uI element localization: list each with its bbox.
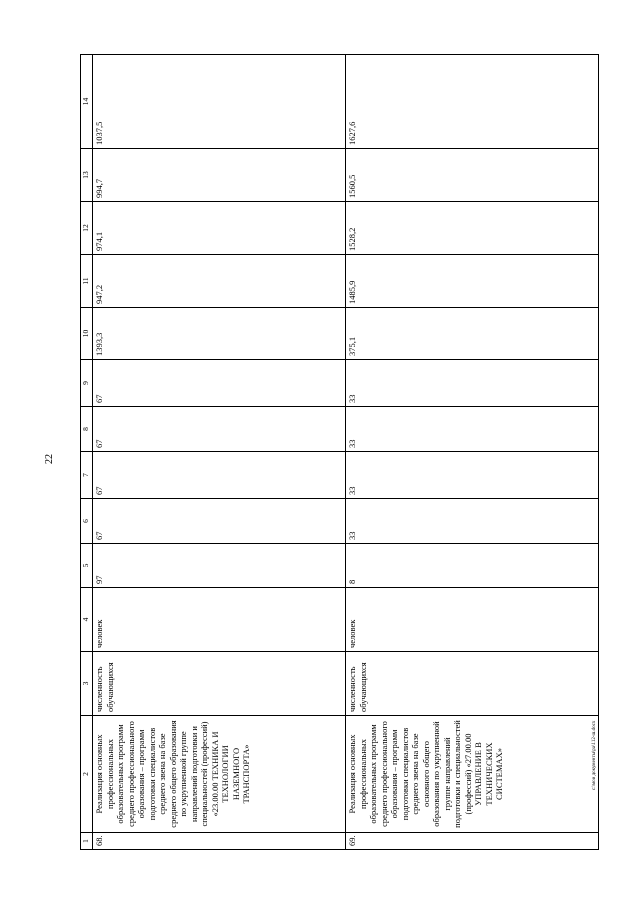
cell-value: 33 <box>346 452 599 499</box>
column-header: 3 <box>81 652 93 716</box>
rotated-table-container <box>80 55 600 850</box>
cell-value: 1485,9 <box>346 255 599 308</box>
row-description: Реализация основных профессиональных образовательных программ среднего профессионального образования – программ подготовки специалистов среднего звена на базе основного общего образования по укрупненной группе направлений подготовки и специальностей (профессий) «27.00.00 УПРАВЛЕНИЕ В ТЕХНИЧЕСКИХ СИСТЕМАХ» <box>346 716 599 833</box>
column-header: 8 <box>81 407 93 452</box>
column-header: 14 <box>81 55 93 149</box>
cell-value: 67 <box>93 499 346 544</box>
column-header: 11 <box>81 255 93 308</box>
page-number: 22 <box>44 454 55 464</box>
footer-file-path: c:\мои документы\ра\112-ш.docx <box>592 720 597 790</box>
column-header: 4 <box>81 588 93 652</box>
cell-value: 1037,5 <box>93 55 346 149</box>
cell-value: 1560,5 <box>346 149 599 202</box>
cell-value: 67 <box>93 360 346 407</box>
row-description: Реализация основных профессиональных образовательных программ среднего профессионального образования – программ подготовки специалистов среднего звена на базе среднего общего образования по укрупненной группе направлений подготовки и специальностей (профессий) «23.00.00 ТЕХНИКА И ТЕХНОЛОГИИ НАЗЕМНОГО ТРАНСПОРТА» <box>93 716 346 833</box>
cell-value: 33 <box>346 499 599 544</box>
row-indicator: численность обучающихся <box>93 652 346 716</box>
cell-value: 33 <box>346 360 599 407</box>
table-row <box>93 55 346 850</box>
column-header: 2 <box>81 716 93 833</box>
row-unit: человек <box>346 588 599 652</box>
column-header: 9 <box>81 360 93 407</box>
cell-value: 1528,2 <box>346 202 599 255</box>
cell-value: 97 <box>93 544 346 588</box>
column-header: 5 <box>81 544 93 588</box>
row-unit: человек <box>93 588 346 652</box>
column-header: 1 <box>81 833 93 850</box>
cell-value: 974,1 <box>93 202 346 255</box>
cell-value: 375,1 <box>346 308 599 360</box>
data-table <box>80 54 599 850</box>
column-header: 13 <box>81 149 93 202</box>
column-header: 12 <box>81 202 93 255</box>
cell-value: 8 <box>346 544 599 588</box>
column-header: 7 <box>81 452 93 499</box>
cell-value: 1393,3 <box>93 308 346 360</box>
column-header: 10 <box>81 308 93 360</box>
header-row <box>81 55 93 850</box>
cell-value: 1627,6 <box>346 55 599 149</box>
cell-value: 67 <box>93 452 346 499</box>
cell-value: 67 <box>93 407 346 452</box>
row-number: 69. <box>346 833 599 850</box>
table-row <box>346 55 599 850</box>
row-number: 68. <box>93 833 346 850</box>
cell-value: 33 <box>346 407 599 452</box>
row-indicator: численность обучающихся <box>346 652 599 716</box>
cell-value: 947,2 <box>93 255 346 308</box>
column-header: 6 <box>81 499 93 544</box>
cell-value: 994,7 <box>93 149 346 202</box>
